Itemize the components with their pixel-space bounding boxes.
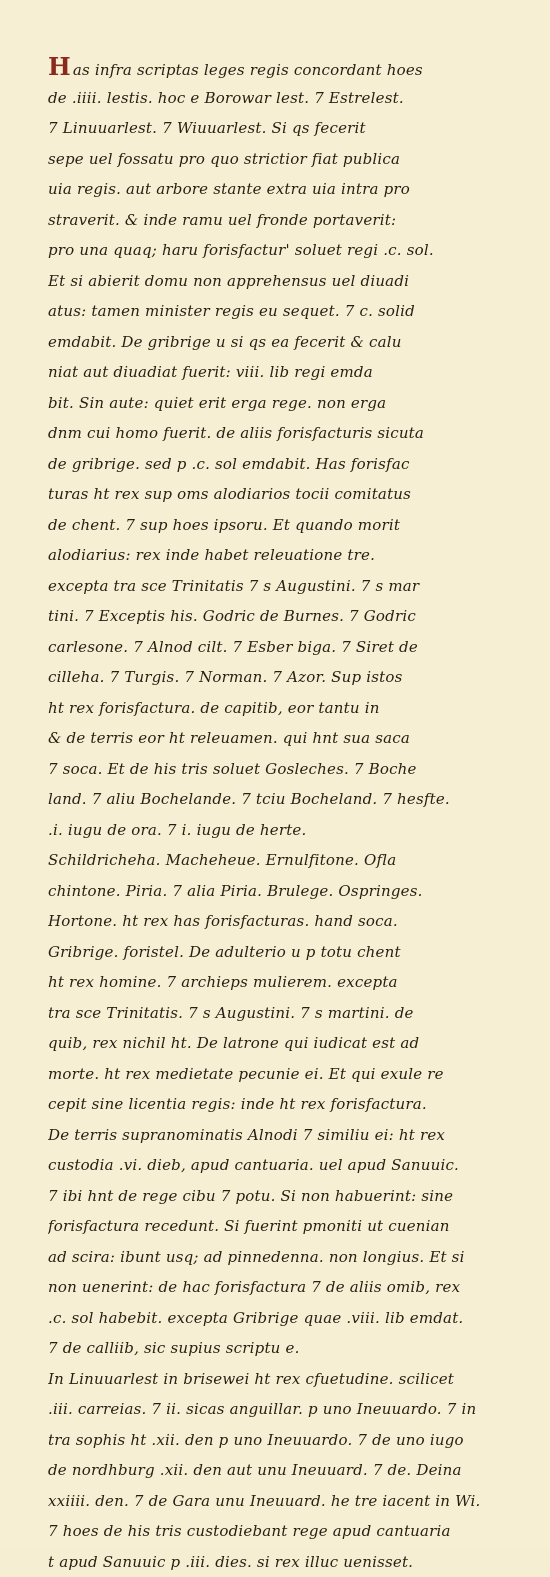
line-6: straverit. & inde ramu uel fronde portaverit: xyxy=(48,205,538,236)
line-43: 7 de calliib, sic supius scriptu e. xyxy=(48,1333,538,1364)
line-7: pro una quaq; haru forisfactur' soluet regi .c. sol. xyxy=(48,235,538,266)
line-3: 7 Linuuarlest. 7 Wiuuarlest. Si qs fecerit xyxy=(48,113,538,144)
line-45: .iii. carreias. 7 ii. sicas anguillar. p uno Ineuuardo. 7 in xyxy=(48,1394,538,1425)
line-44: In Linuuarlest in brisewei ht rex cfuetudine. scilicet xyxy=(48,1364,538,1395)
line-40: ad scira: ibunt usq; ad pinnedenna. non longius. Et si xyxy=(48,1242,538,1273)
line-28: chintone. Piria. 7 alia Piria. Brulege. Ospringes. xyxy=(48,876,538,907)
line-1: Has infra scriptas leges regis concordant hoes xyxy=(48,52,538,83)
line-17: alodiarius: rex inde habet releuatione tre. xyxy=(48,540,538,571)
line-21: cilleha. 7 Turgis. 7 Norman. 7 Azor. Sup istos xyxy=(48,662,538,693)
line-31: ht rex homine. 7 archieps mulierem. excepta xyxy=(48,967,538,998)
line-26: .i. iugu de ora. 7 i. iugu de herte. xyxy=(48,815,538,846)
line-49: 7 hoes de his tris custodiebant rege apud cantuaria xyxy=(48,1516,538,1547)
line-11: niat aut diuadiat fuerit: viii. lib regi emda xyxy=(48,357,538,388)
line-13: dnm cui homo fuerit. de aliis forisfacturis sicuta xyxy=(48,418,538,449)
line-39: forisfactura recedunt. Si fuerint pmoniti ut cuenian xyxy=(48,1211,538,1242)
line-10: emdabit. De gribrige u si qs ea fecerit & calu xyxy=(48,327,538,358)
manuscript-text xyxy=(48,52,538,1577)
line-48: xxiiii. den. 7 de Gara unu Ineuuard. he tre iacent in Wi. xyxy=(48,1486,538,1517)
line-35: cepit sine licentia regis: inde ht rex forisfactura. xyxy=(48,1089,538,1120)
line-5: uia regis. aut arbore stante extra uia intra pro xyxy=(48,174,538,205)
line-34: morte. ht rex medietate pecunie ei. Et qui exule re xyxy=(48,1059,538,1090)
line-29: Hortone. ht rex has forisfacturas. hand soca. xyxy=(48,906,538,937)
initial-h: H xyxy=(48,52,71,81)
line-12: bit. Sin aute: quiet erit erga rege. non erga xyxy=(48,388,538,419)
line-47: de nordhburg .xii. den aut unu Ineuuard. 7 de. Deina xyxy=(48,1455,538,1486)
line-14: de gribrige. sed p .c. sol emdabit. Has forisfac xyxy=(48,449,538,480)
line-30: Gribrige. foristel. De adulterio u p totu chent xyxy=(48,937,538,968)
line-22: ht rex forisfactura. de capitib, eor tantu in xyxy=(48,693,538,724)
line-38: 7 ibi hnt de rege cibu 7 potu. Si non habuerint: sine xyxy=(48,1181,538,1212)
line-2: de .iiii. lestis. hoc e Borowar lest. 7 Estrelest. xyxy=(48,83,538,114)
line-32: tra sce Trinitatis. 7 s Augustini. 7 s martini. de xyxy=(48,998,538,1029)
line-19: tini. 7 Exceptis his. Godric de Burnes. 7 Godric xyxy=(48,601,538,632)
line-4: sepe uel fossatu pro quo strictior fiat publica xyxy=(48,144,538,175)
line-41: non uenerint: de hac forisfactura 7 de aliis omib, rex xyxy=(48,1272,538,1303)
line-16: de chent. 7 sup hoes ipsoru. Et quando morit xyxy=(48,510,538,541)
line-33: quib, rex nichil ht. De latrone qui iudicat est ad xyxy=(48,1028,538,1059)
line-24: 7 soca. Et de his tris soluet Gosleches. 7 Boche xyxy=(48,754,538,785)
line-9: atus: tamen minister regis eu sequet. 7 c. solid xyxy=(48,296,538,327)
line-18: excepta tra sce Trinitatis 7 s Augustini. 7 s mar xyxy=(48,571,538,602)
line-36: De terris supranominatis Alnodi 7 similiu ei: ht rex xyxy=(48,1120,538,1151)
line-20: carlesone. 7 Alnod cilt. 7 Esber biga. 7 Siret de xyxy=(48,632,538,663)
line-25: land. 7 aliu Bochelande. 7 tciu Bocheland. 7 hesfte. xyxy=(48,784,538,815)
line-23: & de terris eor ht releuamen. qui hnt sua saca xyxy=(48,723,538,754)
line-8: Et si abierit domu non apprehensus uel diuadi xyxy=(48,266,538,297)
line-27: Schildricheha. Macheheue. Ernulfitone. Ofla xyxy=(48,845,538,876)
line-15: turas ht rex sup oms alodiarios tocii comitatus xyxy=(48,479,538,510)
line-37: custodia .vi. dieb, apud cantuaria. uel apud Sanuuic. xyxy=(48,1150,538,1181)
line-46: tra sophis ht .xii. den p uno Ineuuardo. 7 de uno iugo xyxy=(48,1425,538,1456)
line-42: .c. sol habebit. excepta Gribrige quae .viii. lib emdat. xyxy=(48,1303,538,1334)
line-50: t apud Sanuuic p .iii. dies. si rex illuc uenisset. xyxy=(48,1547,538,1577)
